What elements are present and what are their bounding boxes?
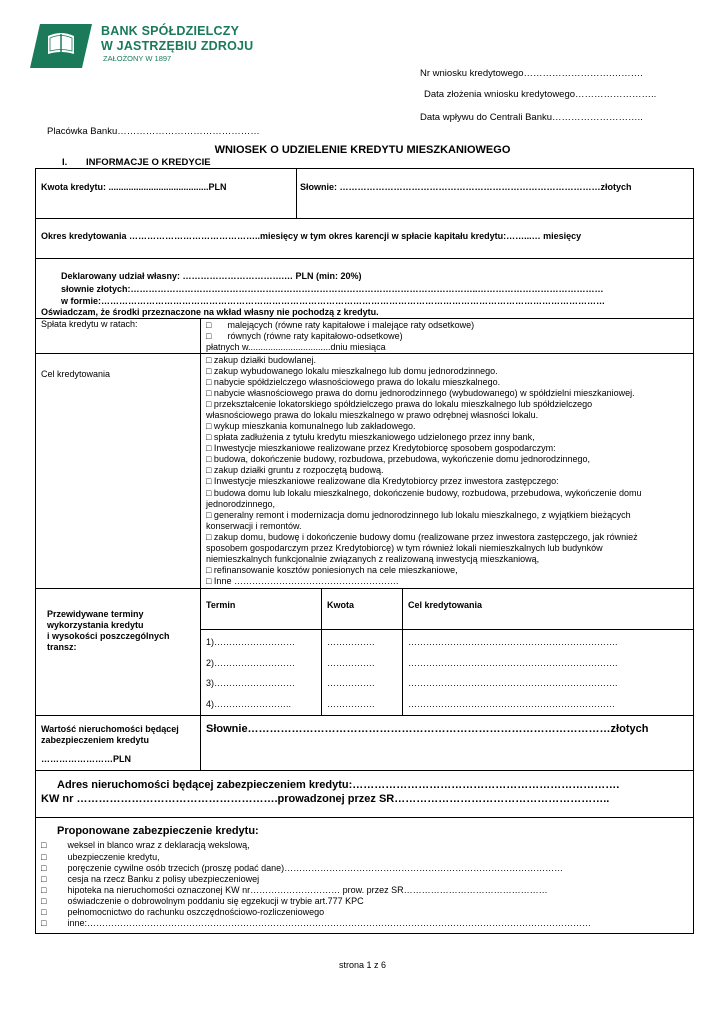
purpose-option[interactable]: □ przekształcenie lokatorskiego spółdzielczego prawa do lokalu mieszkalnego lub spółdzielczego — [206, 399, 593, 409]
tranche-purpose-1[interactable]: ……………………………………………………………. — [408, 637, 618, 647]
tranche-amount-1[interactable]: ……………. — [327, 637, 375, 647]
tranche-term-1[interactable]: 1)……………………… — [206, 637, 296, 647]
collateral-option-other[interactable] — [41, 918, 591, 929]
collateral-title: Proponowane zabezpieczenie kredytu: — [57, 825, 259, 837]
tranche-amount-3[interactable]: ……………. — [327, 678, 375, 688]
property-value-label: zabezpieczeniem kredytu — [41, 735, 150, 745]
bank-name-line2: W JASTRZĘBIU ZDROJU — [101, 39, 254, 53]
divider — [35, 588, 693, 589]
bank-founded: ZAŁOŻONY W 1897 — [103, 54, 172, 63]
checkbox-icon: □ — [206, 320, 212, 330]
purpose-option[interactable]: □ refinansowanie kosztów poniesionych na cele mieszkaniowe, — [206, 565, 458, 575]
table-border-bottom — [35, 933, 694, 934]
collateral-option-power-of-attorney[interactable] — [41, 907, 324, 918]
purpose-option[interactable]: □ wykup mieszkania komunalnego lub zakładowego. — [206, 421, 416, 431]
section-number: I. — [62, 157, 68, 168]
property-value-words[interactable]: Słownie………………………………………………………………………………………złotych — [206, 723, 649, 735]
tranche-term-3[interactable]: 3)……………………… — [206, 678, 296, 688]
checkbox-icon: □ — [41, 863, 47, 873]
divider — [35, 258, 693, 259]
table-border-top — [35, 168, 693, 169]
branch-field: Placówka Banku……………………………………… — [47, 126, 260, 137]
tranches-header-amount: Kwota — [327, 600, 354, 610]
loan-amount-words: Słownie: ……………………………………………………………………………złotych — [300, 182, 632, 192]
repayment-option-label: równych (równe raty kapitałowo-odsetkowe) — [227, 331, 403, 341]
purpose-label: Cel kredytowania — [41, 369, 111, 379]
loan-amount-field: Kwota kredytu: ........................................PLN — [41, 182, 227, 192]
section-label: INFORMACJE O KREDYCIE — [86, 157, 211, 168]
repayment-day-field: płatnych w.................................dniu miesiąca — [206, 342, 386, 352]
purpose-option[interactable]: □ Inwestycje mieszkaniowe realizowane dla Kredytobiorcy przez inwestora zastępczego: — [206, 476, 559, 486]
purpose-option[interactable]: □ nabycie spółdzielczego własnościowego prawa do lokalu mieszkalnego. — [206, 377, 501, 387]
tranches-label: wykorzystania kredytu — [47, 620, 144, 630]
tranche-term-4[interactable]: 4)…………………….. — [206, 699, 292, 709]
property-address[interactable]: Adres nieruchomości będącej zabezpieczeniem kredytu:………………………………………………………………. — [57, 779, 620, 791]
tranche-purpose-4[interactable]: …………………………………………………………… — [408, 699, 615, 709]
collateral-option-bill[interactable] — [41, 840, 250, 851]
checkbox-icon: □ — [41, 918, 47, 928]
purpose-option-continued: konserwacji i remontów. — [206, 521, 302, 531]
tranche-purpose-3[interactable]: ……………………………………………………………. — [408, 678, 618, 688]
own-contribution-declaration: Oświadczam, że środki przeznaczone na wkład własny nie pochodzą z kredytu. — [41, 307, 379, 317]
divider — [200, 629, 693, 630]
tranches-label: Przewidywane terminy — [47, 609, 144, 619]
purpose-option[interactable]: □ budowa domu lub lokalu mieszkalnego, dokończenie budowy, rozbudowa, przebudowa, wykończenie domu — [206, 488, 642, 498]
purpose-option[interactable]: □ generalny remont i modernizacja domu jednorodzinnego lub lokalu mieszkalnego, z wyjątkiem bieżących — [206, 510, 631, 520]
own-contribution-amount: Deklarowany udział własny: …………………………….… PLN (min: 20%) — [61, 271, 362, 281]
tranche-term-2[interactable]: 2)……………………… — [206, 658, 296, 668]
divider — [402, 588, 403, 715]
divider — [35, 817, 693, 818]
collateral-option-label: inne:…………………………………………………………………………………………………………………………………………………… — [67, 918, 592, 928]
bank-logo-icon — [30, 24, 92, 68]
tranche-amount-2[interactable]: ……………. — [327, 658, 375, 668]
application-number: Nr wniosku kredytowego……………………….………. — [420, 68, 643, 79]
checkbox-icon: □ — [206, 331, 212, 341]
hq-receipt-date: Data wpływu do Centrali Banku……………………….. — [420, 112, 643, 123]
purpose-option-continued: niemieszkalnych funkcjonalnie związanych z realizowaną inwestycją mieszkaniową, — [206, 554, 540, 564]
tranche-purpose-2[interactable]: ……………………………………………………………. — [408, 658, 618, 668]
purpose-option[interactable]: □ zakup działki budowlanej. — [206, 355, 316, 365]
property-value-label: Wartość nieruchomości będącej — [41, 724, 179, 734]
purpose-option-continued: własnościowego prawa do lokalu mieszkalnego w prawo odrębnej własności lokalu. — [206, 410, 539, 420]
land-register-number[interactable]: KW nr ……………………………………………….prowadzonej przez SR………………………………………………….. — [41, 793, 610, 805]
repayment-label: Spłata kredytu w ratach: — [41, 319, 138, 329]
checkbox-icon: □ — [41, 907, 47, 917]
collateral-option-label: ubezpieczenie kredytu, — [67, 852, 160, 862]
purpose-option[interactable]: □ Inwestycje mieszkaniowe realizowane przez Kredytobiorcę sposobem gospodarczym: — [206, 443, 556, 453]
purpose-option[interactable]: □ budowa, dokończenie budowy, rozbudowa, przebudowa, wykończenie domu jednorodzinnego, — [206, 454, 591, 464]
purpose-option[interactable]: □ zakup domu, budowę i dokończenie budowy domu (realizowane przez inwestora zastępczego, jak również — [206, 532, 638, 542]
tranches-label: i wysokości poszczególnych — [47, 631, 170, 641]
loan-period-field: Okres kredytowania ……………………………………..miesięcy w tym okres karencji w spłacie kapitału kredytu:……...… miesięcy — [41, 231, 582, 241]
application-date: Data złożenia wniosku kredytowego…………………….. — [424, 89, 657, 100]
repayment-option-equal[interactable] — [206, 331, 403, 342]
divider — [200, 588, 201, 715]
bank-logo — [30, 22, 270, 68]
tranches-label: transz: — [47, 642, 77, 652]
collateral-option-mortgage[interactable] — [41, 885, 548, 896]
table-border-left — [35, 168, 36, 933]
purpose-option[interactable]: □ zakup działki gruntu z rozpoczętą budową. — [206, 465, 384, 475]
checkbox-icon: □ — [41, 840, 47, 850]
divider — [35, 715, 693, 716]
collateral-option-assignment[interactable] — [41, 874, 259, 885]
checkbox-icon: □ — [41, 896, 47, 906]
divider — [200, 715, 201, 770]
repayment-option-decreasing[interactable] — [206, 320, 474, 331]
purpose-option[interactable]: □ zakup wybudowanego lokalu mieszkalnego lub domu jednorodzinnego. — [206, 366, 498, 376]
purpose-option-other[interactable]: □ Inne ………………………………………………. — [206, 576, 399, 586]
divider — [200, 318, 201, 588]
collateral-option-insurance[interactable] — [41, 852, 160, 863]
page-number: strona 1 z 6 — [338, 960, 387, 970]
checkbox-icon: □ — [41, 852, 47, 862]
tranches-header-purpose: Cel kredytowania — [408, 600, 483, 610]
collateral-option-label: weksel in blanco wraz z deklaracją wekslową, — [67, 840, 250, 850]
collateral-option-label: hipoteka na nieruchomości oznaczonej KW nr………………………… prow. przez SR………………………………………… — [67, 885, 548, 895]
divider — [35, 218, 693, 219]
divider — [296, 168, 297, 218]
collateral-option-label: poręczenie cywilne osób trzecich (proszę podać dane)………………………………………………………………………………… — [67, 863, 564, 873]
purpose-option-continued: jednorodzinnego, — [206, 499, 276, 509]
own-contribution-words: słownie złotych:……………………………………………………………………………………………………..…………………………………… — [61, 284, 604, 294]
table-border-right — [693, 168, 694, 933]
collateral-option-label: pełnomocnictwo do rachunku oszczędnościowo-rozliczeniowego — [67, 907, 325, 917]
collateral-option-label: cesja na rzecz Banku z polisy ubezpieczeniowej — [67, 874, 260, 884]
repayment-option-label: malejących (równe raty kapitałowe i malejące raty odsetkowe) — [227, 320, 475, 330]
divider — [35, 770, 693, 771]
collateral-option-label: oświadczenie o dobrowolnym poddaniu się egzekucji w trybie art.777 KPC — [67, 896, 364, 906]
divider — [321, 588, 322, 715]
collateral-option-enforcement[interactable] — [41, 896, 364, 907]
tranche-amount-4[interactable]: ……………. — [327, 699, 375, 709]
tranches-header-term: Termin — [206, 600, 236, 610]
bank-name-line1: BANK SPÓŁDZIELCZY — [101, 24, 240, 38]
purpose-option[interactable]: □ spłata zadłużenia z tytułu kredytu mieszkaniowego udzielonego przez inny bank, — [206, 432, 535, 442]
purpose-option[interactable]: □ nabycie własnościowego prawa do domu jednorodzinnego (wybudowanego) w spółdzielni mieszkaniowej. — [206, 388, 635, 398]
purpose-option-continued: sposobem gospodarczym przez Kredytobiorcę) w tym również lokali niemieszkalnych lub budynków — [206, 543, 603, 553]
checkbox-icon: □ — [41, 874, 47, 884]
property-value-amount[interactable]: ……………………PLN — [41, 754, 131, 764]
section-heading — [62, 157, 211, 168]
form-title: WNIOSEK O UDZIELENIE KREDYTU MIESZKANIOWEGO — [214, 144, 511, 156]
divider — [35, 353, 693, 354]
checkbox-icon: □ — [41, 885, 47, 895]
own-contribution-form: w formie:…………………………………………………………………………………………………………………………………………………… — [61, 296, 606, 306]
collateral-option-guarantee[interactable] — [41, 863, 563, 874]
